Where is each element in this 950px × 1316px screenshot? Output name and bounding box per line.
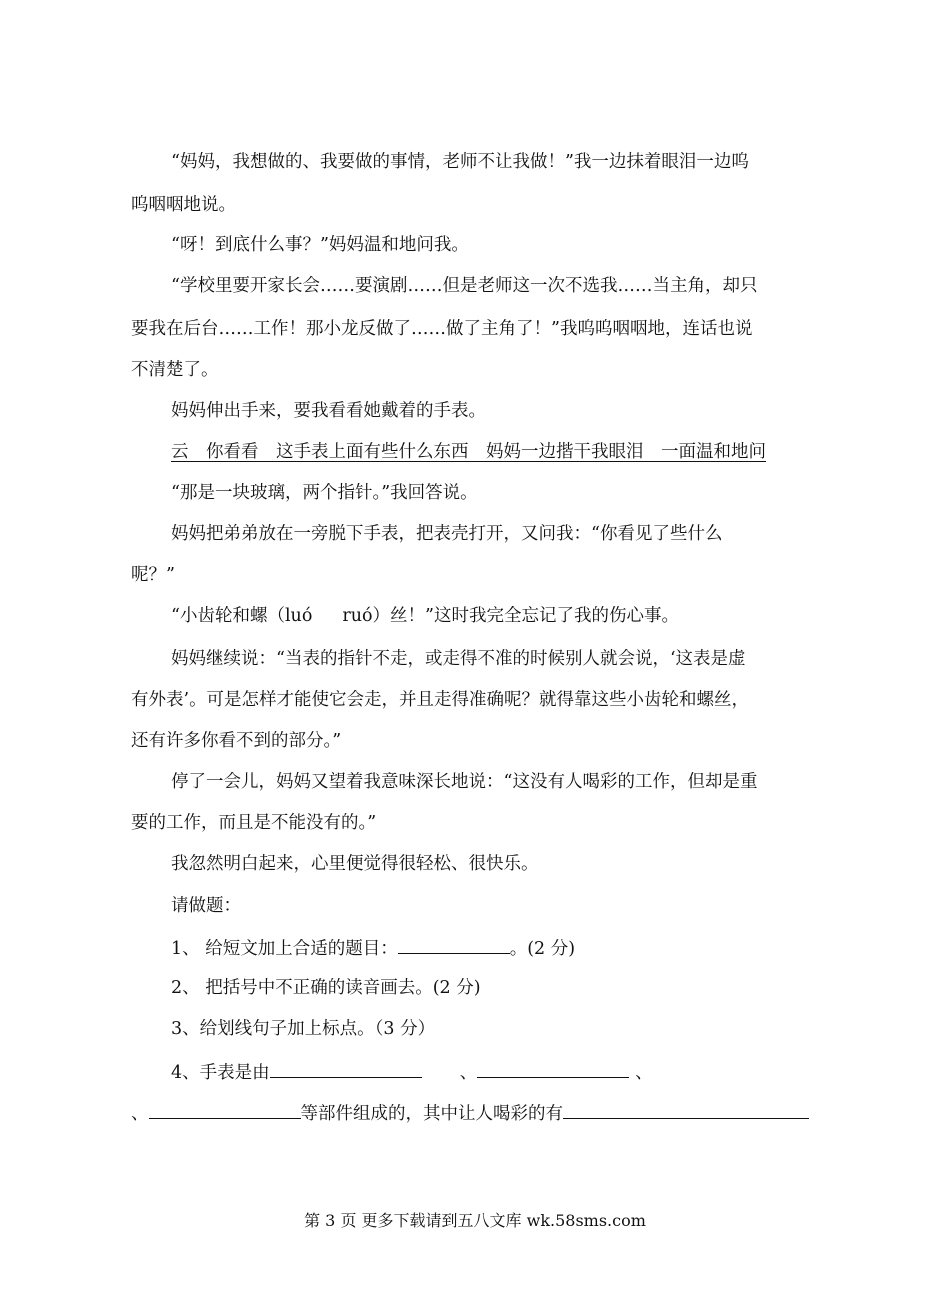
answer-blank[interactable] (149, 1100, 301, 1119)
pinyin-text-a: “小齿轮和螺（luó (171, 606, 313, 626)
paragraph-line: “学校里要开家长会……要演剧……但是老师这一次不选我……当主角，却只 (171, 276, 758, 296)
separator: 、 (635, 1063, 653, 1083)
question-4-text-2: 等部件组成的，其中让人喝彩的有 (300, 1104, 563, 1124)
question-4-line-2 (131, 1100, 821, 1126)
separator: 、 (131, 1104, 149, 1124)
paragraph-line: 不清楚了。 (131, 360, 219, 380)
page-footer: 第 3 页 更多下载请到五八文库 wk.58sms.com (304, 1211, 646, 1230)
question-1-text: 1、 给短文加上合适的题目： (171, 939, 398, 959)
underlined-sentence: 云 你看看 这手表上面有些什么东西 妈妈一边揩干我眼泪 一面温和地问 (171, 442, 766, 462)
answer-blank[interactable] (477, 1059, 629, 1078)
separator: 、 (459, 1063, 478, 1083)
paragraph-line: 要我在后台……工作！那小龙反做了……做了主角了！”我呜呜咽咽地，连话也说 (131, 319, 753, 339)
paragraph-line: 要的工作，而且是不能没有的。” (131, 813, 377, 833)
paragraph-line: 妈妈伸出手来，要我看看她戴着的手表。 (171, 401, 486, 421)
paragraph-line: “那是一块玻璃，两个指针。”我回答说。 (171, 483, 478, 503)
question-4 (171, 1059, 861, 1085)
pinyin-text-b: ruó）丝！”这时我完全忘记了我的伤心事。 (342, 606, 679, 626)
paragraph-line: 有外表’。可是怎样才能使它会走，并且走得准确呢？就得靠这些小齿轮和螺丝， (131, 690, 750, 710)
question-4-text: 4、手表是由 (171, 1063, 270, 1083)
paragraph-line: “呀！到底什么事？”妈妈温和地问我。 (171, 235, 469, 255)
paragraph-line: “妈妈，我想做的、我要做的事情，老师不让我做！”我一边抹着眼泪一边呜 (171, 152, 749, 172)
paragraph-line: 妈妈继续说：“当表的指针不走，或走得不准的时候别人就会说，‘这表是虚 (171, 649, 746, 669)
paragraph-line (171, 604, 861, 628)
question-1-score: 。(2 分) (509, 939, 576, 959)
answer-blank[interactable] (563, 1100, 809, 1119)
answer-blank[interactable] (270, 1059, 422, 1078)
questions-heading: 请做题： (171, 896, 241, 916)
paragraph-line: 呢？” (131, 565, 175, 585)
paragraph-line: 我忽然明白起来，心里便觉得很轻松、很快乐。 (171, 854, 539, 874)
question-2: 2、 把括号中不正确的读音画去。(2 分) (171, 978, 481, 998)
paragraph-line: 还有许多你看不到的部分。” (131, 731, 342, 751)
answer-blank[interactable] (398, 935, 510, 954)
paragraph-line: 停了一会儿，妈妈又望着我意味深长地说：“这没有人喝彩的工作，但却是重 (171, 772, 758, 792)
question-1 (171, 935, 861, 961)
paragraph-line: 妈妈把弟弟放在一旁脱下手表，把表壳打开，又问我：“你看见了些什么 (171, 524, 723, 544)
question-3: 3、给划线句子加上标点。（3 分） (171, 1019, 436, 1039)
paragraph-line: 呜咽咽地说。 (131, 195, 236, 215)
